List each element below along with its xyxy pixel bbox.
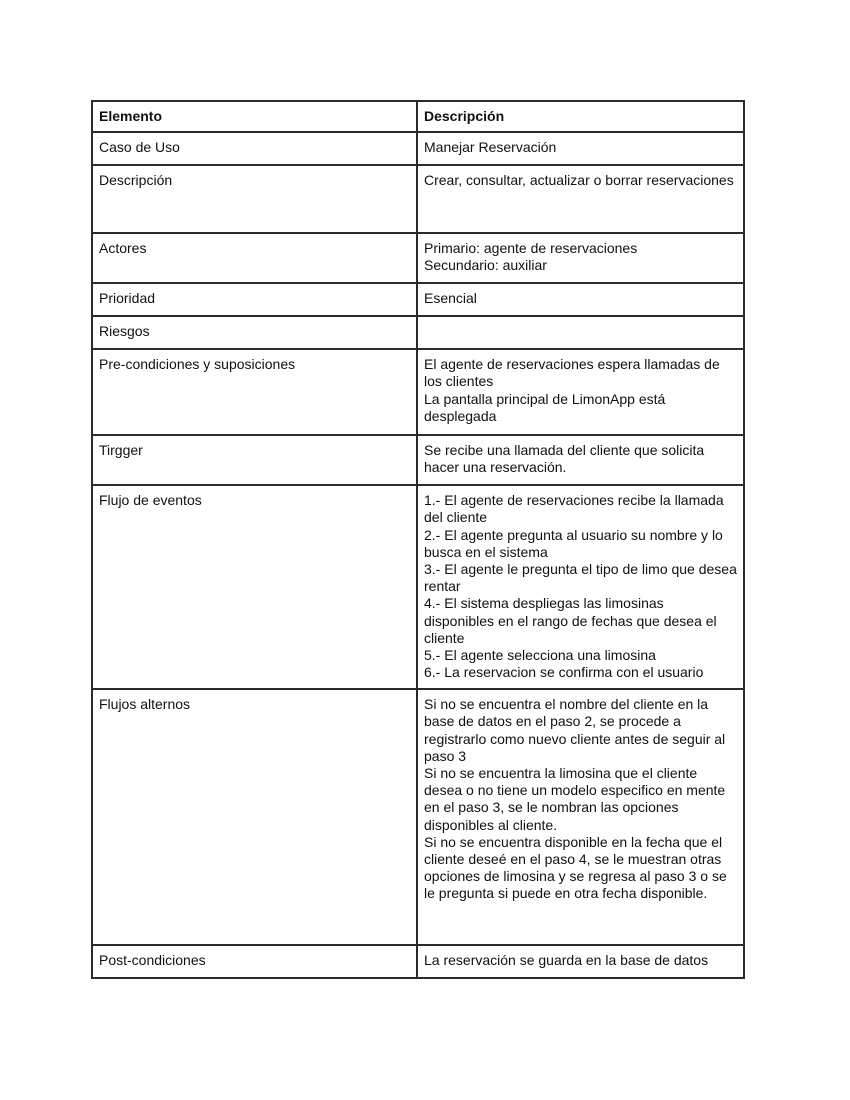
label-descripcion: Descripción <box>92 165 417 233</box>
table-row-prioridad <box>92 283 744 316</box>
value-riesgos <box>417 316 744 349</box>
table-row-flujo-de-eventos <box>92 485 744 689</box>
flujo-step: 1.- El agente de reservaciones recibe la llamada del cliente <box>424 492 724 526</box>
flujo-step: 4.- El sistema despliegas las limosinas disponibles en el rango de fechas que desea el cliente <box>424 595 717 646</box>
header-descripcion: Descripción <box>417 101 744 132</box>
use-case-table <box>91 100 745 979</box>
precondicion-item: La pantalla principal de LimonApp está desplegada <box>424 390 666 424</box>
label-caso-de-uso: Caso de Uso <box>92 132 417 165</box>
label-flujos-alternos: Flujos alternos <box>92 689 417 945</box>
value-trigger: Se recibe una llamada del cliente que solicita hacer una reservación. <box>417 435 744 485</box>
value-precondiciones <box>417 349 744 435</box>
flujo-step: 2.- El agente pregunta al usuario su nombre y lo busca en el sistema <box>424 526 723 560</box>
label-postcondiciones: Post-condiciones <box>92 945 417 978</box>
actor-primario: Primario: agente de reservaciones <box>424 240 638 257</box>
table-header-row <box>92 101 744 132</box>
flujo-alterno-item: Si no se encuentra el nombre del cliente en la base de datos en el paso 2, se procede a registrarlo como nuevo cliente antes de seguir al paso 3 <box>424 696 726 764</box>
value-actores <box>417 233 744 283</box>
actor-secundario: Secundario: auxiliar <box>424 257 547 274</box>
table-row-actores <box>92 233 744 283</box>
table-row-riesgos <box>92 316 744 349</box>
label-prioridad: Prioridad <box>92 283 417 316</box>
value-flujo-de-eventos <box>417 485 744 689</box>
flujo-step: 3.- El agente le pregunta el tipo de limo que desea rentar <box>424 561 737 595</box>
value-flujos-alternos <box>417 689 744 945</box>
flujo-alterno-item: Si no se encuentra la limosina que el cliente desea o no tiene un modelo especifico en mente en el paso 3, se le nombran las opciones disponibles al cliente. <box>424 765 726 833</box>
flujo-step: 6.- La reservacion se confirma con el usuario <box>424 664 704 681</box>
label-precondiciones: Pre-condiciones y suposiciones <box>92 349 417 435</box>
label-riesgos: Riesgos <box>92 316 417 349</box>
table-row-descripcion <box>92 165 744 233</box>
label-flujo-de-eventos: Flujo de eventos <box>92 485 417 689</box>
header-elemento: Elemento <box>92 101 417 132</box>
value-prioridad: Esencial <box>417 283 744 316</box>
precondicion-item: El agente de reservaciones espera llamadas de los clientes <box>424 356 720 390</box>
flujo-step: 5.- El agente selecciona una limosina <box>424 647 656 664</box>
table-row-flujos-alternos <box>92 689 744 945</box>
table-row-trigger <box>92 435 744 485</box>
label-trigger: Tirgger <box>92 435 417 485</box>
value-descripcion: Crear, consultar, actualizar o borrar reservaciones <box>417 165 744 233</box>
table-row-caso-de-uso <box>92 132 744 165</box>
label-actores: Actores <box>92 233 417 283</box>
value-caso-de-uso: Manejar Reservación <box>417 132 744 165</box>
table-row-precondiciones <box>92 349 744 435</box>
table-row-postcondiciones <box>92 945 744 978</box>
flujo-alterno-item: Si no se encuentra disponible en la fecha que el cliente deseé en el paso 4, se le muestran otras opciones de limosina y se regresa al paso 3 o se le pregunta si puede en otra fecha disponible. <box>424 833 727 902</box>
value-postcondiciones: La reservación se guarda en la base de datos <box>417 945 744 978</box>
